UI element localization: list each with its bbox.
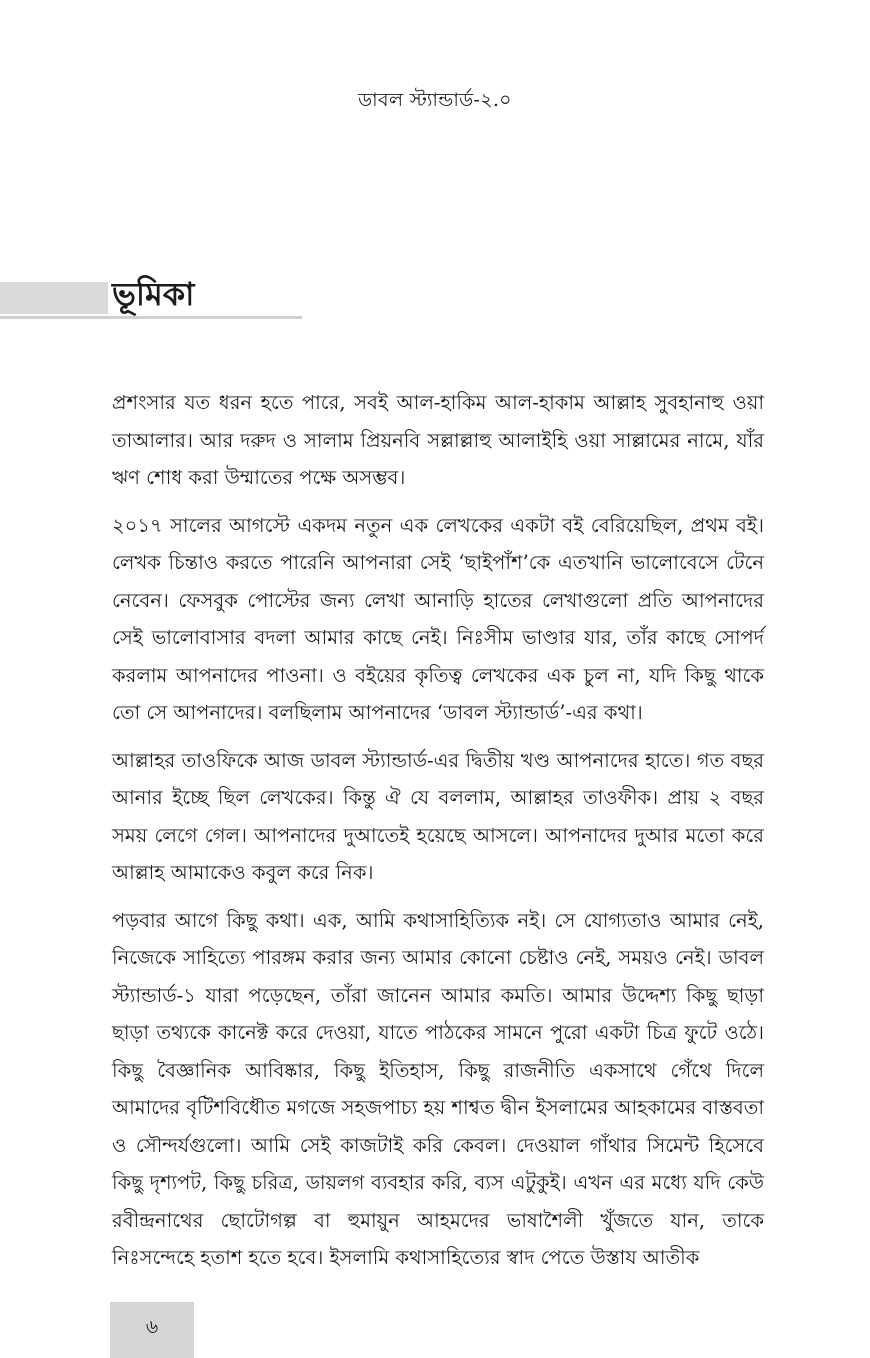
- page-number: ৬: [145, 1316, 159, 1338]
- chapter-title: ভূমিকা: [112, 275, 195, 313]
- paragraph-3: আল্লাহর তাওফিকে আজ ডাবল স্ট্যান্ডার্ড-এর দ্বিতীয় খণ্ড আপনাদের হাতে। গত বছর আনার ইচ্ছে ছিল লেখকের। কিন্তু ঐ যে বললাম, আল্লাহর তাওফীক। প্রায় ২ বছর সময় লেগে গেল। আপনাদের দুআতেই হয়েছে আসলে। আপনাদের দুআর মতো করে আল্লাহ আমাকেও কবুল করে নিক।: [112, 748, 764, 884]
- paragraph-2: ২০১৭ সালের আগস্টে একদম নতুন এক লেখকের একটা বই বেরিয়েছিল, প্রথম বই। লেখক চিন্তাও করতে পারেনি আপনারা সেই ‘ছাইপাঁশ’কে এতখানি ভালোবেসে টেনে নেবেন। ফেসবুক পোস্টের জন্য লেখা আনাড়ি হাতের লেখাগুলো প্রতি আপনাদের সেই ভালোবাসার বদলা আমার কাছে নেই। নিঃসীম ভাণ্ডার যার, তাঁর কাছে সোপর্দ করলাম আপনাদের পাওনা। ও বইয়ের কৃতিত্ব লেখকের এক চুল না, যদি কিছু থাকে তো সে আপনাদের। বলছিলাম আপনাদের ‘ডাবল স্ট্যান্ডার্ড’-এর কথা।: [112, 513, 764, 724]
- chapter-heading-band: [0, 282, 108, 314]
- chapter-heading-underline: [0, 316, 302, 319]
- paragraph-4: পড়বার আগে কিছু কথা। এক, আমি কথাসাহিত্যিক নই। সে যোগ্যতাও আমার নেই, নিজেকে সাহিত্যে পারঙ্গম করার জন্য আমার কোনো চেষ্টাও নেই, সময়ও নেই। ডাবল স্ট্যান্ডার্ড-১ যারা পড়েছেন, তাঁরা জানেন আমার কমতি। আমার উদ্দেশ্য কিছু ছাড়া ছাড়া তথ্যকে কানেক্ট করে দেওয়া, যাতে পাঠকের সামনে পুরো একটা চিত্র ফুটে ওঠে। কিছু বৈজ্ঞানিক আবিষ্কার, কিছু ইতিহাস, কিছু রাজনীতি একসাথে গেঁথে দিলে আমাদের বৃটিশবিধৌত মগজে সহজপাচ্য হয় শাশ্বত দ্বীন ইসলামের আহকামের বাস্তবতা ও সৌন্দর্যগুলো। আমি সেই কাজটাই করি কেবল। দেওয়াল গাঁথার সিমেন্ট হিসেবে কিছু দৃশ্যপট, কিছু চরিত্র, ডায়লগ ব্যবহার করি, ব্যস এটুকুই। এখন এর মধ্যে যদি কেউ রবীন্দ্রনাথের ছোটোগল্প বা হুমায়ুন আহমদের ভাষাশৈলী খুঁজতে যান, তাকে নিঃসন্দেহে হতাশ হতে হবে। ইসলামি কথাসাহিত্যের স্বাদ পেতে উস্তায আতীক: [112, 908, 764, 1269]
- running-header: ডাবল স্ট্যান্ডার্ড-২.০: [358, 89, 512, 111]
- paragraph-1: প্রশংসার যত ধরন হতে পারে, সবই আল-হাকিম আল-হাকাম আল্লাহ সুবহানাহু ওয়া তাআলার। আর দরুদ ও সালাম প্রিয়নবি সল্লাল্লাহু আলাইহি ওয়া সাল্লামের নামে, যাঁর ঋণ শোধ করা উম্মাতের পক্ষে অসম্ভব।: [112, 391, 764, 489]
- body-text: [112, 384, 764, 1287]
